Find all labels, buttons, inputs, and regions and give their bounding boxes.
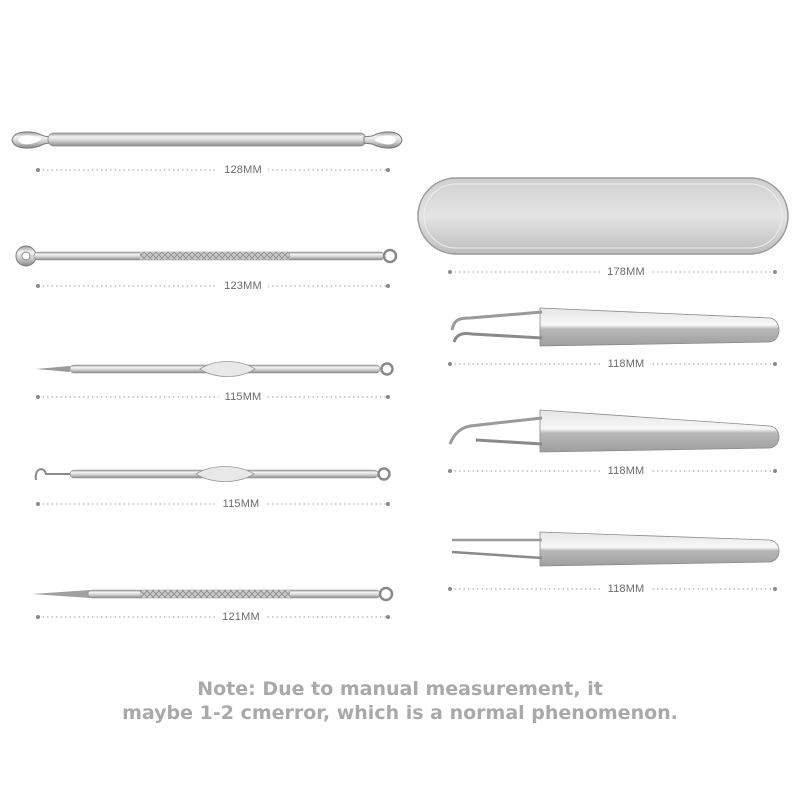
dimension-label-slanted-tweezers: 118MM bbox=[602, 465, 651, 477]
curved-hook-tweezers bbox=[452, 308, 779, 346]
dimension-label-hook: 115MM bbox=[217, 498, 266, 510]
straight-tip-tweezers bbox=[452, 532, 779, 566]
dimension-label-case: 178MM bbox=[601, 266, 651, 278]
ring-loop-extractor bbox=[16, 246, 396, 266]
dimension-label-pointed: 121MM bbox=[216, 611, 266, 623]
hook-needle bbox=[36, 467, 390, 482]
storage-case bbox=[418, 178, 788, 254]
dimension-label-ring-loop: 123MM bbox=[218, 280, 268, 292]
slanted-tip-tweezers bbox=[450, 410, 779, 452]
note-line-1: Note: Due to manual measurement, it bbox=[197, 678, 603, 700]
lancet-needle bbox=[36, 362, 393, 377]
pointed-needle bbox=[32, 588, 392, 600]
note-line-2: maybe 1-2 cmerror, which is a normal phenomenon. bbox=[122, 702, 678, 724]
dimension-label-straight-tweezers: 118MM bbox=[602, 583, 651, 595]
dimension-label-lancet: 115MM bbox=[219, 391, 268, 403]
dimension-label-curved-tweezers: 118MM bbox=[602, 358, 651, 370]
double-loop-extractor bbox=[12, 132, 402, 148]
dimension-label-double-loop: 128MM bbox=[218, 164, 268, 176]
